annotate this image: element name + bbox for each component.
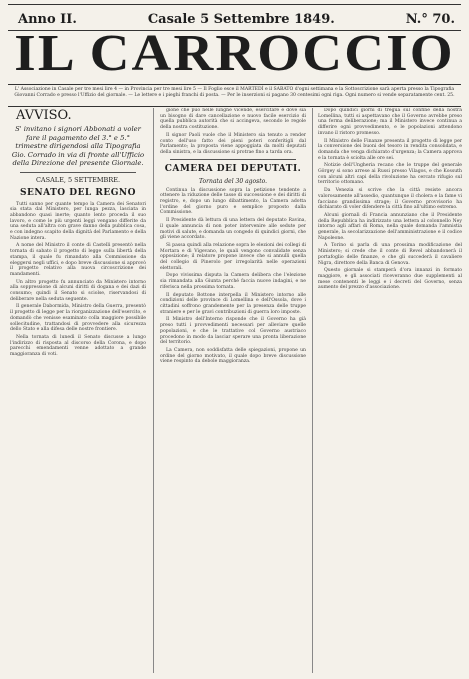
article-paragraph: Il deputato Bottone interpella il Ministero intorno alle condizioni delle province di Lomellina e dell'Ossola, dove i cittadini soffrono grandemente per la presenza delle truppe straniere e per le gravi contribuzioni di guerra loro imposte. xyxy=(160,292,306,315)
newspaper-title: IL CARROCCIO xyxy=(14,25,455,82)
article-paragraph: Questo giornale si stamperà d'ora innanzi in formato maggiore, e gli associati riceveranno due supplementi al mese contenenti le leggi e i decreti del Governo, senza aumento del prezzo d'associazione. xyxy=(318,268,462,291)
article-paragraph: Nella tornata di lunedì il Senato discusse a lungo l'indirizzo di risposta al discorso della Corona, e dopo parecchi emendamenti venne adottato a grande maggioranza di voti. xyxy=(10,334,146,358)
article-paragraph: Il Ministro dell'Interno risponde che il Governo ha già preso tutti i provvedimenti necessari per alleviare quelle popolazioni, e che le trattative col Governo austriaco procedono in modo da lasciar sperare una pronta liberazione del territorio. xyxy=(160,317,306,346)
article-paragraph: Il Ministro delle Finanze presenta il progetto di legge per la conversione dei buoni del tesoro in rendita consolidata, e domanda che venga dichiarato d'urgenza; la Camera approva e la tornata è sciolta alle ore sei. xyxy=(318,138,462,161)
article-paragraph: Il signor Paoli vuole che il Ministero sia tenuto a render conto dell'uso fatto dei pieni poteri conferitigli dal Parlamento; la proposta viene appoggiata da molti deputati della sinistra, e la discussione si protrae fino a tarda ora. xyxy=(160,132,306,155)
article-paragraph: Notizie dell'Ungheria recano che le truppe del generale Görgey si sono arrese ai Russi presso Vilagos, e che Kossuth con alcuni altri capi della rivoluzione ha cercato rifugio sul territorio ottomano. xyxy=(318,163,462,186)
article-paragraph: Tutti sanno per quante tempo la Camera dei Senatori sia stata dal Ministero, per lunga pezza, lasciata in abbandono quasi inerte; quanto lento proceda il suo lavoro, e come le più urgenti leggi vengano differite da una seduta all'altra con grave danno della pubblica cosa, e con indegno scapito della dignità del Parlamento e della Nazione intera. xyxy=(10,201,146,241)
article-paragraph: Continua la discussione sopra la petizione tendente a ottenere la riduzione delle tasse di successione e dei diritti di registro, e, dopo un lungo dibattimento, la Camera adotta l'ordine del giorno puro e semplice proposto dalla Commissione. xyxy=(160,187,306,216)
article-paragraph: Il generale Dabormida, Ministro della Guerra, presentò il progetto di legge per la riorganizzazione dell'esercito, e domandò che venisse esaminato colla maggiore possibile sollecitudine, trattandosi di provvedere alla sicurezza dello Stato e alla difesa delle nostre frontiere. xyxy=(10,304,146,333)
divider xyxy=(170,159,296,160)
masthead-rule-lower xyxy=(8,84,461,85)
article-paragraph: Il Presidente dà lettura di una lettera del deputato Ravina, il quale annuncia di non poter intervenire alle sedute per motivi di salute, e domanda un congedo di quindici giorni, che gli viene accordato. xyxy=(160,218,306,241)
article-paragraph: Da Venezia si scrive che la città resiste ancora valorosamente all'assedio, quantunque il cholera e la fame vi facciano grandissima strage; il Governo provvisorio ha dichiarato di voler difendere la città fino all'ultimo estremo. xyxy=(318,188,462,211)
article-paragraph: La Camera, non soddisfatta delle spiegazioni, propone un ordine del giorno motivato, il quale dopo breve discussione viene respinto da debole maggioranza. xyxy=(160,347,306,365)
issue-year: Anno II. xyxy=(18,11,77,27)
article-paragraph: Dopo quindici giorni di tregua sul confine della nostra Lomellina, tutti si aspettavano che il Governo avrebbe preso una ferma deliberazione; ma il Ministero invece continua a differire ogni provvedimento, e le popolazioni attendono invano il ristoro promesso. xyxy=(318,108,462,136)
column-divider-2 xyxy=(312,108,313,673)
column-2 xyxy=(160,108,306,675)
divider xyxy=(20,172,136,173)
article-paragraph: A nome del Ministro il conte di Castelli presentò nella tornata di sabato il progetto di legge sulla libertà della stampa, il quale fu rimandato alla Commissione da eleggersi negli uffici, e dopo breve discussione si approvò il progetto relativo alla nuova circoscrizione dei mandamenti. xyxy=(10,243,146,277)
issue-number: N.° 70. xyxy=(405,11,455,27)
notice-rule xyxy=(8,106,461,107)
column-divider-1 xyxy=(153,108,154,673)
article-paragraph: Dopo vivissima disputa la Camera delibera che l'elezione sia rimandata alla Giunta perché faccia nuove indagini, e ne riferisca nella prossima tornata. xyxy=(160,273,306,290)
avviso-title: AVVISO. xyxy=(16,108,72,123)
place-date: Casale 5 Settembre 1849. xyxy=(147,11,335,27)
article-paragraph: A Torino si parla di una prossima modificazione del Ministero; si crede che il conte di Revel abbandonerà il portafoglio delle finanze, e che gli succederà il cavaliere Nigra, direttore della Banca di Genova. xyxy=(318,243,462,266)
column-3 xyxy=(318,108,462,675)
column-1 xyxy=(10,108,146,675)
top-rule xyxy=(8,4,461,5)
article-paragraph: Si passa quindi alla relazione sopra le elezioni dei collegi di Mortara e di Vigevano, le quali vengono convalidate senza opposizione; il relatore propone invece che si annulli quella del collegio di Pinerolo per irregolarità nelle operazioni elettorali. xyxy=(160,242,306,271)
avviso-text: S' invitano i signori Abbonati a voler fare il pagamento del 3.° e 5.° trimestre dirigendosi alla Tipografia Gio. Corrado in via di fronte all'Ufficio della Direzione del presente Giornale. xyxy=(11,125,145,167)
article-paragraph: Un altro progetto fu annunciato da Ministero intorno alla soppressione di alcuni diritti di dogana e dei dazi di consumo; quindi il Senato si sciolse, riservandosi di deliberare nella seduta seguente. xyxy=(10,279,146,302)
sitting-date: Tornata del 30 agosto. xyxy=(198,177,268,185)
subscription-notice: L' Associazione in Casale per tre mesi lire 4 — in Provincia per tre mesi lire 5 — Il Foglio esce il MARTEDÌ e il SABATO d'ogni settimana e la Sottoscrizione sarà aperta presso la Tipografia Giovanni Corrado e presso l'Uffizio del giornale. — Le lettere e i pieghi franchi di posta. — Per le inserzioni si pagano 30 centesimi ogni riga. Ogni numero si vende separatamente cent. 25. xyxy=(14,87,455,98)
article-paragraph: Alcuni giornali di Francia annunziano che il Presidente della Repubblica ha indirizzato una lettera al colonnello Ney intorno agli affari di Roma, nella quale domanda l'amnistia generale, la secolarizzazione dell'amministrazione e il codice Napoleone. xyxy=(318,212,462,241)
section-title-senato: SENATO DEL REGNO xyxy=(20,187,136,198)
section-title-camera: CAMERA DEI DEPUTATI. xyxy=(164,163,302,174)
article-paragraph: gione che può nelle lunghe vicende, esercitare e dove sia un bisogno di dare cancellazione e nuovo facile esercizio di quella pubblica autorità che si accingeva, secondo le regole della nostra costituzione. xyxy=(160,108,306,131)
dateline: CASALE, 5 SETTEMBRE. xyxy=(35,175,121,184)
